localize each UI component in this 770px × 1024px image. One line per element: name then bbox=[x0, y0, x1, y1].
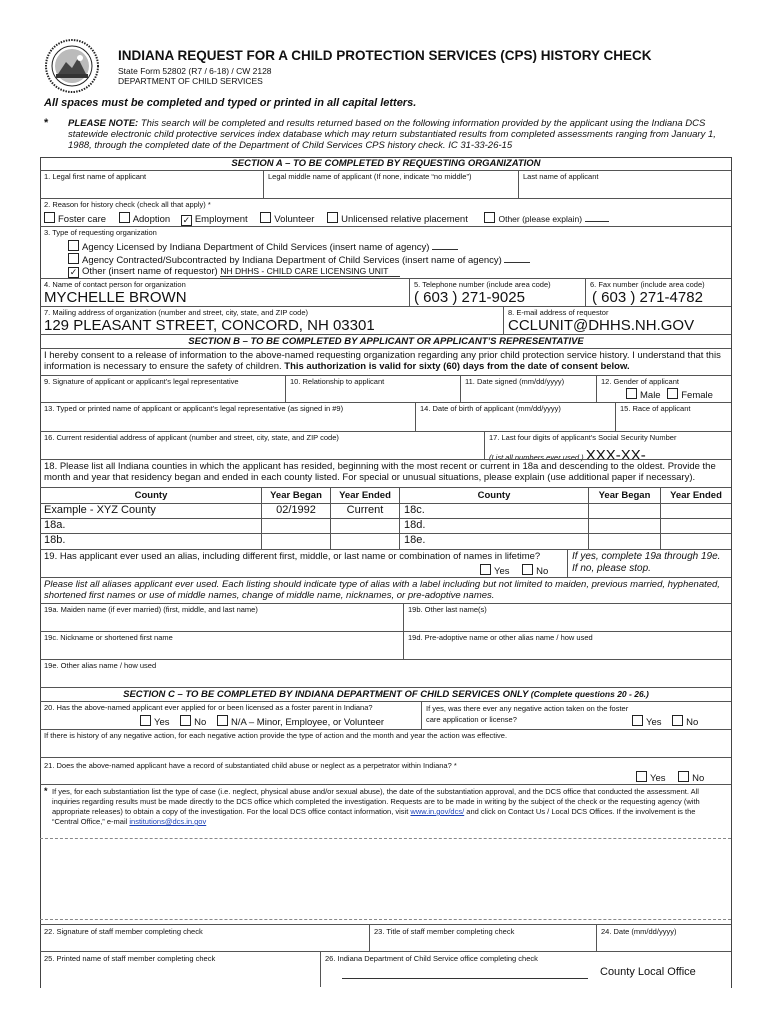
county-row-18c[interactable]: 18c. bbox=[404, 504, 425, 516]
org-type-other[interactable]: ✓ Other (insert name of requestor) NH DHHS - CHILD CARE LICENSING UNIT bbox=[68, 266, 400, 278]
field-16-label: 16. Current residential address of applicant (number and street, city, state, and ZIP code) bbox=[44, 433, 339, 442]
office-name-line[interactable] bbox=[342, 978, 588, 979]
year-ended-header-left: Year Ended bbox=[339, 490, 391, 501]
org-licensed-checkbox[interactable] bbox=[68, 240, 79, 251]
please-note-text: This search will be completed and results returned based on the following information provided by the applicant using the Indiana DCS statewide electronic child protective services index database which may return substantiated results from completed assessments ranging from January 1, 1988, through the completed date of the Department of Child Services CPS history check. IC 31-33-26-15 bbox=[68, 118, 716, 151]
reason-foster-care[interactable]: Foster care bbox=[44, 214, 106, 225]
org-type-licensed[interactable]: Agency Licensed by Indiana Department of Child Services (insert name of agency) bbox=[68, 240, 458, 253]
field-7-label: 7. Mailing address of organization (number and street, city, state, and ZIP code) bbox=[44, 308, 309, 317]
phone-input[interactable]: ( 603 ) 271-9025 bbox=[414, 289, 525, 306]
adoption-checkbox[interactable] bbox=[119, 212, 130, 223]
negative-yes-no bbox=[632, 715, 698, 728]
year-ended-example: Current bbox=[346, 504, 384, 516]
field-19d-label: 19d. Pre-adoptive name or other alias name / how used bbox=[408, 633, 593, 642]
foster-no-checkbox[interactable] bbox=[180, 715, 191, 726]
negative-no-checkbox[interactable] bbox=[672, 715, 683, 726]
reason-other[interactable]: Other (please explain) bbox=[484, 214, 608, 225]
org-type-contracted[interactable]: Agency Contracted/Subcontracted by Indiana Department of Child Services (insert name of agency) bbox=[68, 253, 530, 266]
county-local-office-label: County Local Office bbox=[600, 966, 696, 978]
field-14-label: 14. Date of birth of applicant (mm/dd/yyyy) bbox=[420, 404, 561, 413]
gender-male[interactable]: Male bbox=[626, 390, 661, 401]
field-23-label: 23. Title of staff member completing check bbox=[374, 927, 515, 936]
negative-yes-checkbox[interactable] bbox=[632, 715, 643, 726]
asterisk-mark: * bbox=[44, 117, 49, 129]
field-19b-label: 19b. Other last name(s) bbox=[408, 605, 487, 614]
gender-female[interactable]: Female bbox=[667, 390, 713, 401]
reason-unlicensed[interactable]: Unlicensed relative placement bbox=[327, 214, 468, 225]
alias-instructions: Please list all aliases applicant ever used. Each listing should indicate type of alias with a label including but not limited to maiden, previous married, hyphenated, shortened first names or use of middle names, change of middle name, nicknames, or pre-adoptive names. bbox=[44, 579, 720, 601]
email-input[interactable]: CCLUNIT@DHHS.NH.GOV bbox=[508, 317, 695, 334]
alias-yes-checkbox[interactable] bbox=[480, 564, 491, 575]
dcs-website-link[interactable]: www.in.gov/dcs/ bbox=[410, 807, 465, 816]
please-note bbox=[68, 118, 728, 151]
alias-yes[interactable]: Yes bbox=[480, 566, 510, 577]
field-middle-label: Legal middle name of applicant (If none, indicate “no middle”) bbox=[268, 172, 472, 181]
field-5-label: 5. Telephone number (include area code) bbox=[414, 280, 551, 289]
field-9-label: 9. Signature of applicant or applicant’s legal representative bbox=[44, 377, 239, 386]
field-2-label: 2. Reason for history check (check all that apply) * bbox=[44, 200, 211, 209]
field-21-label: 21. Does the above-named applicant have a record of substantiated child abuse or neglect as a perpetrator within Indiana? * bbox=[44, 761, 457, 770]
county-row-18d[interactable]: 18d. bbox=[404, 519, 426, 531]
foster-yes-no-na bbox=[140, 715, 384, 728]
substantiation-footnote: If yes, for each substantiation list the type of case (i.e. neglect, physical abuse and/or sexual abuse), the date of the substantiation approval, and the DCS office that conducted the assessment. All inquiries regarding results must be made directly to the DCS office which completed the investigation. Requests are to be made in writing by the subject of the check or the requesting agency (with appropriate releases) to obtain a copy of the investigation. For the local DCS office contact information, visit www.in.gov/dcs/ and click on Contact Us / Local DCS Offices. If the involvement is the “Central Office,” e-mail institutions@dcs.in.gov bbox=[52, 787, 700, 826]
field-11-label: 11. Date signed (mm/dd/yyyy) bbox=[465, 377, 565, 386]
county-header-right: County bbox=[477, 490, 511, 501]
field-19c-label: 19c. Nickname or shortened first name bbox=[44, 633, 173, 642]
county-row-18a[interactable]: 18a. bbox=[44, 519, 66, 531]
county-row-example: Example - XYZ County bbox=[44, 504, 156, 516]
field-26-label: 26. Indiana Department of Child Service office completing check bbox=[325, 954, 538, 963]
section-c-header: SECTION C – TO BE COMPLETED BY INDIANA DEPARTMENT OF CHILD SERVICES ONLY (Complete questions 20 - 26.) bbox=[123, 689, 649, 700]
year-began-header-right: Year Began bbox=[598, 490, 651, 501]
field-20b-label: If yes, was there ever any negative action taken on the foster care application or license? bbox=[426, 704, 629, 724]
foster-yes[interactable]: Yes bbox=[140, 717, 170, 728]
field-18-label: 18. Please list all Indiana counties in which the applicant has resided, beginning with the most recent or current in 18a and descending to the oldest. Provide the month and year that residency began and ended in each county listed. For special or unusual situations, please explain (use additional paper if necessary). bbox=[44, 461, 716, 483]
substantiated-yes[interactable]: Yes bbox=[636, 773, 666, 784]
form-number: State Form 52802 (R7 / 6-18) / CW 2128 bbox=[118, 66, 272, 76]
substantiated-no-checkbox[interactable] bbox=[678, 771, 689, 782]
field-13-label: 13. Typed or printed name of applicant or applicant’s legal representative (as signed in #9) bbox=[44, 404, 344, 413]
all-spaces-instruction: All spaces must be completed and typed or printed in all capital letters. bbox=[44, 97, 417, 109]
field-17-label: 17. Last four digits of applicant’s Social Security Number bbox=[489, 433, 677, 442]
footnote-asterisk: * bbox=[44, 786, 48, 796]
foster-na[interactable]: N/A – Minor, Employee, or Volunteer bbox=[217, 717, 384, 728]
indiana-seal-icon bbox=[44, 38, 100, 94]
other-reason-checkbox[interactable] bbox=[484, 212, 495, 223]
org-contracted-checkbox[interactable] bbox=[68, 253, 79, 264]
substantiated-yes-no bbox=[636, 771, 704, 784]
field-1-label: 1. Legal first name of applicant bbox=[44, 172, 147, 181]
negative-no[interactable]: No bbox=[672, 717, 698, 728]
negative-action-label: If there is history of any negative action, for each negative action provide the type of action and the month and year the action was effective. bbox=[44, 731, 508, 740]
gender-options bbox=[626, 388, 713, 401]
foster-yes-checkbox[interactable] bbox=[140, 715, 151, 726]
alias-yes-no bbox=[480, 564, 548, 577]
field-20-label: 20. Has the above-named applicant ever applied for or been licensed as a foster parent in Indiana? bbox=[44, 703, 373, 712]
contact-name-input[interactable]: MYCHELLE BROWN bbox=[44, 289, 187, 306]
foster-no[interactable]: No bbox=[180, 717, 206, 728]
consent-statement: I hereby consent to a release of information to the above-named requesting organization regarding any prior child protection service history. I understand that this information is necessary to ensure the safety of children. This authorization is valid for sixty (60) days from the date of consent below. bbox=[44, 350, 721, 372]
year-ended-header-right: Year Ended bbox=[670, 490, 722, 501]
reason-adoption[interactable]: Adoption bbox=[119, 214, 171, 225]
institutions-email-link[interactable]: institutions@dcs.in.gov bbox=[129, 817, 207, 826]
county-row-18e[interactable]: 18e. bbox=[404, 534, 426, 546]
field-10-label: 10. Relationship to applicant bbox=[290, 377, 385, 386]
field-24-label: 24. Date (mm/dd/yyyy) bbox=[601, 927, 677, 936]
field-17-sublabel: (List all numbers ever used.) XXX-XX- bbox=[489, 447, 682, 464]
foster-care-checkbox[interactable] bbox=[44, 212, 55, 223]
reason-volunteer[interactable]: Volunteer bbox=[260, 214, 314, 225]
male-checkbox[interactable] bbox=[626, 388, 637, 399]
form-title: INDIANA REQUEST FOR A CHILD PROTECTION SERVICES (CPS) HISTORY CHECK bbox=[118, 48, 652, 63]
year-began-example: 02/1992 bbox=[276, 504, 316, 516]
year-began-header-left: Year Began bbox=[270, 490, 322, 501]
field-19-label: 19. Has applicant ever used an alias, including different first, middle, or last name or combination of names in lifetime? bbox=[44, 551, 541, 562]
reason-checkboxes bbox=[44, 212, 609, 226]
department-name: DEPARTMENT OF CHILD SERVICES bbox=[118, 76, 263, 86]
unlicensed-checkbox[interactable] bbox=[327, 212, 338, 223]
alias-no[interactable]: No bbox=[522, 566, 548, 577]
substantiated-yes-checkbox[interactable] bbox=[636, 771, 647, 782]
field-4-label: 4. Name of contact person for organization bbox=[44, 280, 186, 289]
field-22-label: 22. Signature of staff member completing check bbox=[44, 927, 203, 936]
alias-no-checkbox[interactable] bbox=[522, 564, 533, 575]
field-15-label: 15. Race of applicant bbox=[620, 404, 691, 413]
field-6-label: 6. Fax number (include area code) bbox=[590, 280, 705, 289]
alias-note-no: If no, please stop. bbox=[572, 563, 651, 574]
county-row-18b[interactable]: 18b. bbox=[44, 534, 66, 546]
alias-note-yes: If yes, complete 19a through 19e. bbox=[572, 551, 721, 562]
section-a-header: SECTION A – TO BE COMPLETED BY REQUESTING ORGANIZATION bbox=[231, 158, 541, 169]
field-8-label: 8. E-mail address of requestor bbox=[508, 308, 609, 317]
field-3-label: 3. Type of requesting organization bbox=[44, 228, 157, 237]
field-25-label: 25. Printed name of staff member completing check bbox=[44, 954, 216, 963]
substantiation-details-area[interactable] bbox=[40, 838, 731, 920]
substantiated-no[interactable]: No bbox=[678, 773, 704, 784]
org-other-checkbox[interactable]: ✓ bbox=[69, 267, 78, 277]
address-input[interactable]: 129 PLEASANT STREET, CONCORD, NH 03301 bbox=[44, 317, 375, 334]
employment-checkbox[interactable]: ✓ bbox=[182, 215, 191, 225]
please-note-label: PLEASE NOTE: bbox=[68, 118, 139, 129]
field-19a-label: 19a. Maiden name (if ever married) (first, middle, and last name) bbox=[44, 605, 258, 614]
field-19e-label: 19e. Other alias name / how used bbox=[44, 661, 157, 670]
ssn-input[interactable]: XXX-XX- bbox=[585, 447, 646, 464]
negative-yes[interactable]: Yes bbox=[632, 717, 662, 728]
volunteer-checkbox[interactable] bbox=[260, 212, 271, 223]
section-b-header: SECTION B – TO BE COMPLETED BY APPLICANT OR APPLICANT’S REPRESENTATIVE bbox=[188, 336, 584, 347]
other-requestor-value[interactable]: NH DHHS - CHILD CARE LICENSING UNIT bbox=[220, 266, 400, 277]
reason-employment[interactable]: ✓ Employment bbox=[182, 214, 248, 225]
foster-na-checkbox[interactable] bbox=[217, 715, 228, 726]
field-last-label: Last name of applicant bbox=[523, 172, 599, 181]
fax-input[interactable]: ( 603 ) 271-4782 bbox=[592, 289, 703, 306]
female-checkbox[interactable] bbox=[667, 388, 678, 399]
field-12-label: 12. Gender of applicant bbox=[601, 377, 679, 386]
county-header-left: County bbox=[134, 490, 168, 501]
